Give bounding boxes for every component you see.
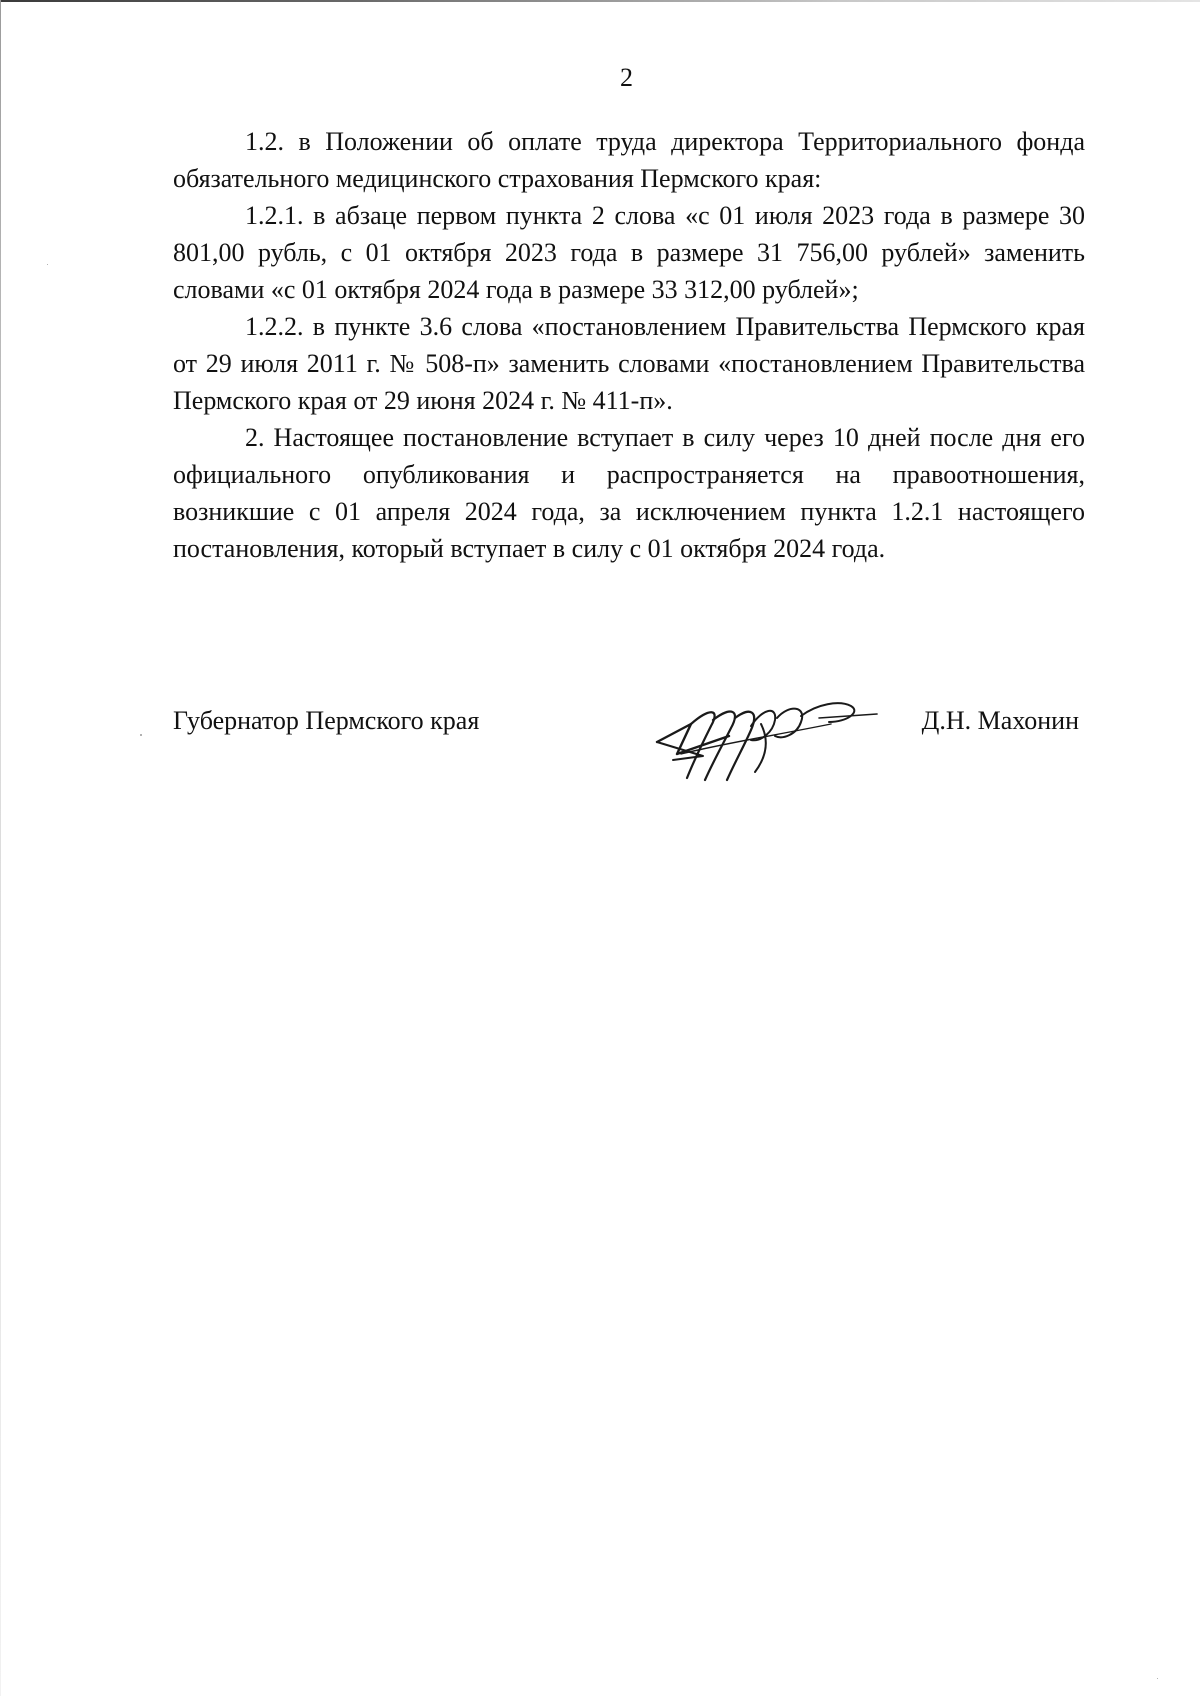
handwritten-signature	[651, 696, 881, 788]
scan-left-edge	[0, 0, 1, 1696]
signatory-title: Губернатор Пермского края	[173, 706, 480, 735]
paragraph-1-2-1: 1.2.1. в абзаце первом пункта 2 слова «с 01 июля 2023 года в размере 30 801,00 рубль, с 01 октября 2023 года в размере 31 756,00 рублей» заменить словами «с 01 октября 2024 года в размере 33 312,00 рублей»;	[173, 201, 1085, 304]
scan-top-edge	[0, 0, 1200, 2]
scan-speck	[47, 264, 48, 265]
paragraph-1-2: 1.2. в Положении об оплате труда директора Территориального фонда обязательного медицинского страхования Пермского края:	[173, 127, 1085, 193]
document-body	[173, 123, 1085, 567]
scan-speck	[140, 734, 142, 736]
paragraph-2: 2. Настоящее постановление вступает в силу через 10 дней после дня его официального опубликования и распространяется на правоотношения, возникшие с 01 апреля 2024 года, за исключением пункта 1.2.1 настоящего постановления, который вступает в силу с 01 октября 2024 года.	[173, 423, 1085, 563]
page-number: 2	[620, 63, 633, 92]
signature-block	[173, 700, 1085, 790]
signatory-name: Д.Н. Махонин	[921, 706, 1079, 735]
paragraph-1-2-2: 1.2.2. в пункте 3.6 слова «постановлением Правительства Пермского края от 29 июля 2011 г. № 508-п» заменить словами «постановлением Правительства Пермского края от 29 июня 2024 г. № 411-п».	[173, 312, 1085, 415]
scan-speck	[1157, 1678, 1158, 1679]
